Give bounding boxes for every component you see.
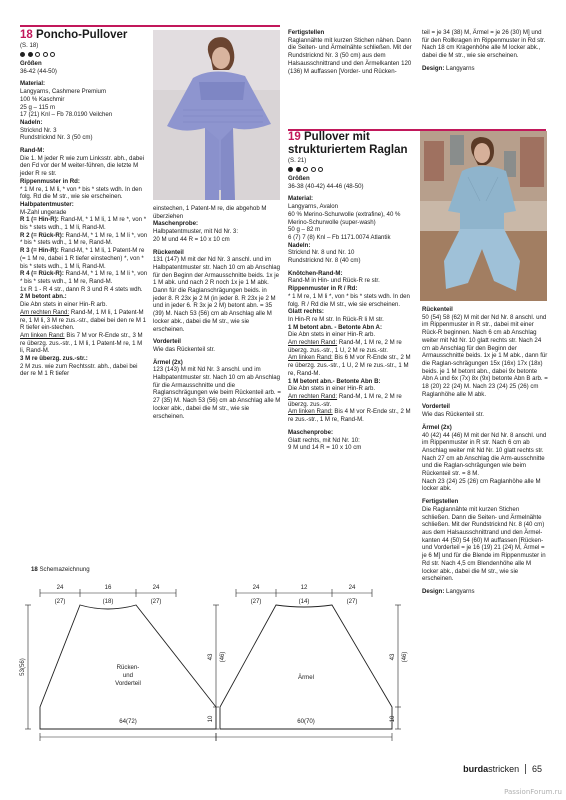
header-rule-left bbox=[20, 25, 280, 27]
section-text: * 1 M re, 1 M li, * von * bis * stets wdh. In den folg. Rd die M str., wie sie erscheinen. bbox=[20, 185, 142, 201]
section-text: Rand-M in Hin- und Rück-R re str. bbox=[288, 277, 380, 285]
section-text: Am rechten Rand: Rand-M, 1 M re, 2 M re überzg. zus.-str., 1 U, 2 M re zus.-str. bbox=[288, 339, 402, 354]
section-heading: 1 M betont abn.- Betonte Abn B: bbox=[288, 377, 381, 385]
body-label-line3: Vorderteil bbox=[115, 680, 141, 687]
photo-raglan-pullover bbox=[420, 131, 547, 301]
body-top-dim-alt: (27) bbox=[150, 598, 162, 605]
difficulty-dot-empty bbox=[311, 167, 316, 172]
column-5 bbox=[288, 131, 416, 452]
section-text: 36-38 (40-42) 44-46 (48-50) bbox=[288, 182, 364, 190]
column-3 bbox=[288, 29, 416, 75]
sleeve-side-dim: 43 bbox=[389, 653, 396, 661]
section-heading: Vorderteil bbox=[153, 338, 181, 346]
row-instruction: R 3 (= Hin-R): Rand-M, * 1 M li, 1 Patent-M re (= 1 M re, dabei 1 R tiefer einstechen) *, von * bis * stets wdh., 1 M li, Rand-M. bbox=[20, 247, 145, 270]
section-text: Halbpatentmuster, mit Nd Nr. 3: 20 M und 44 R = 10 x 10 cm bbox=[153, 228, 239, 243]
section-heading: 1 M betont abn. - Betonte Abn A: bbox=[288, 323, 382, 331]
section-text: Stricknd Nr. 8 und Nr. 10 Rundstricknd Nr. 8 (40 cm) bbox=[288, 249, 361, 265]
section-text: Die Abn stets in einer Hin-R arb. bbox=[20, 301, 108, 309]
sleeve-top-dim: 24 bbox=[348, 584, 356, 591]
body-top-dim-alt: (27) bbox=[54, 598, 66, 605]
section-text: teil = je 34 (38) M, Ärmel = je 26 (30) M] und für den Rollkragen im Rippenmuster in Rd str. Nach 18 cm Kragenhöhe alle M locker abk., dabei die M str., wie sie erscheinen. bbox=[422, 29, 546, 60]
pattern-name: Poncho-Pullover bbox=[36, 29, 128, 41]
sleeve-top-dim-alt: (27) bbox=[250, 598, 262, 605]
section-heading: Maschenprobe: bbox=[288, 428, 334, 436]
section-text: Am linken Rand: Bis 6 M vor R-Ende str., 2 M re überzg. zus.-str., 1 U, 2 M re zus.-str., 1 M re, Rand-M. bbox=[288, 354, 411, 377]
schematic-caption: 18 Schemazeichnung bbox=[31, 566, 90, 573]
difficulty-dot-empty bbox=[303, 167, 308, 172]
section-heading: Fertigstellen bbox=[422, 498, 459, 506]
section-text: M-Zahl ungerade bbox=[20, 208, 67, 216]
row-instruction: R 2 (= Rück-R): Rand-M, * 1 M re, 1 M li *, von * bis * stets wdh., 1 M re, Rand-M. bbox=[20, 231, 148, 247]
body-cuff-dim: 10 bbox=[207, 715, 214, 723]
difficulty-dot-filled bbox=[288, 167, 293, 172]
schematic-drawing bbox=[20, 575, 420, 745]
sleeve-top-dim: 24 bbox=[252, 584, 260, 591]
design-credit: Design: Langyarns bbox=[422, 587, 475, 595]
section-heading: Material: bbox=[288, 195, 314, 203]
pattern-title-18 bbox=[20, 29, 148, 42]
footer-divider bbox=[525, 764, 526, 774]
body-height-dim: 53(56) bbox=[19, 658, 26, 676]
watermark: PassionForum.ru bbox=[504, 788, 562, 796]
column-6 bbox=[422, 306, 548, 596]
section-text: Am linken Rand: Bis 4 M vor R-Ende str., 2 M re zus.-str., 1 M re, Rand-M. bbox=[288, 408, 411, 424]
section-heading: Fertigstellen bbox=[288, 29, 325, 36]
difficulty-rating bbox=[288, 167, 416, 172]
section-text: Raglannähte mit kurzen Stichen nähen. Dann die Seiten- und Ärmelnähte schließen. Mit der Rundstricknd Nr. 3 (50 cm) aus dem Halsausschnittrand und den Ärmelkanten 120 (136) M auffassen [Vorder- und Rücken- bbox=[288, 36, 412, 75]
difficulty-dot-empty bbox=[50, 52, 55, 57]
pattern-number: 18 bbox=[20, 29, 33, 41]
difficulty-dot-filled bbox=[296, 167, 301, 172]
section-heading: Halbpatentmuster: bbox=[20, 200, 74, 208]
section-text: Die Abn stets in einer Hin-R arb. bbox=[288, 385, 376, 393]
body-top-dim: 24 bbox=[152, 584, 160, 591]
section-text: 131 (147) M mit der Nd Nr. 3 anschl. und im Halbpatentmuster str. Nach 10 cm ab Anschlag für den Beginn der Armausschnitte beids. 1x je 1 M abk. und nach 2 R noch 1x je 1 M abk. Dann für die Raglanschrägungen beids. in jeder 8. R 23x je 2 M (in jeder 8. R 23x je 2 M und in jeder 6. R 3x je 2 M) betont abn. = 35 (39) M. Nach 53 (56) cm ab Anschlag alle M locker abk., dabei die M str., wie sie erscheinen. bbox=[153, 256, 281, 333]
body-side-dim-alt: (46) bbox=[219, 651, 226, 663]
body-top-dim: 16 bbox=[104, 584, 112, 591]
section-heading: Knötchen-Rand-M: bbox=[288, 269, 343, 277]
body-label-line1: Rücken- bbox=[116, 664, 140, 671]
section-text: Am linken Rand: Bis 7 M vor R-Ende str., 3 M re überzg. zus.-str., 1 M li, 1 Patent-M re, 1 M li, Rand-M. bbox=[20, 331, 143, 355]
body-top-dim-alt: (18) bbox=[102, 598, 114, 605]
page-number: 65 bbox=[531, 764, 542, 774]
sleeve-bottom-dim: 60(70) bbox=[297, 718, 315, 725]
section-text: * 1 M re, 1 M li *, von * bis * stets wdh. In den folg. R / Rd die M str., wie sie erscheinen. bbox=[288, 292, 410, 308]
section-text: Die Abn stets in einer Hin-R arb. bbox=[288, 331, 376, 339]
section-text: In Hin-R re M str. In Rück-R li M str. bbox=[288, 315, 384, 323]
section-text: Langyarns, Cashmere Premium 100 % Kaschmir 25 g – 115 m 17 (21) Knl – Fb 78.0190 Veilchen bbox=[20, 88, 113, 119]
section-text: Die 1. M jeder R wie zum Linksstr. abh., dabei den Fd vor der M weiter-führen, die letzte M jeder R re str. bbox=[20, 154, 144, 178]
section-heading: Vorderteil bbox=[422, 403, 450, 411]
pattern-title-19 bbox=[288, 131, 416, 157]
body-label-line2: und bbox=[122, 672, 134, 679]
section-heading: Rippenmuster in R / Rd: bbox=[288, 285, 358, 293]
sleeve-label: Ärmel bbox=[298, 674, 314, 681]
section-heading: Größen bbox=[288, 175, 310, 182]
section-heading: Maschenprobe: bbox=[153, 220, 199, 228]
section-heading: 3 M re überzg. zus.-str.: bbox=[20, 355, 88, 363]
sleeve-cuff-dim: 10 bbox=[389, 715, 396, 723]
row-instruction: R 1 (= Hin-R): Rand-M, * 1 M li, 1 M re *, von * bis * stets wdh., 1 M li, Rand-M. bbox=[20, 216, 147, 232]
column-4 bbox=[422, 29, 548, 73]
photo-poncho-pullover bbox=[153, 30, 280, 200]
section-text: 1x R 1 - R 4 str., dann R 3 und R 4 stets wdh. bbox=[20, 285, 143, 293]
difficulty-rating bbox=[20, 52, 148, 57]
body-top-dim: 24 bbox=[56, 584, 64, 591]
sleeve-top-dim: 12 bbox=[300, 584, 308, 591]
sleeve-side-dim-alt: (46) bbox=[401, 651, 408, 663]
body-bottom-dim: 64(72) bbox=[119, 718, 137, 725]
raglan-photo-illustration bbox=[420, 131, 547, 301]
section-heading: 2 M betont abn.: bbox=[20, 293, 67, 301]
section-heading: Größen bbox=[20, 60, 42, 67]
section-text: Wie das Rückenteil str. bbox=[153, 345, 215, 353]
section-heading: Glatt rechts: bbox=[288, 308, 324, 316]
section-text: 50 (54) 58 (62) M mit der Nd Nr. 8 anschl. und im Rippenmuster in R str., dabei mit einer Rück-R beginnen. Nach 6 cm ab Anschlag weiter mit Nd Nr. 10 glatt rechts str. Nach 24 cm ab Anschlag für den Beginn der Armausschnitte beids. 1x je 1 M abk., dann für die Raglan-schrägungen 15x (16x) 17x (18x) beids. je 1 M betont abn., dabei 9x betonte Abn A und 6x (7x) 8x (9x) betonte Abn B arb. = 18 (20) 22 (24) M. Nach 23 (24) 25 (26) cm Raglanhöhe alle M abk. bbox=[422, 313, 548, 398]
page-reference: (S. 18) bbox=[20, 42, 39, 49]
section-heading: Rand-M: bbox=[20, 147, 45, 155]
sleeve-top-dim-alt: (27) bbox=[346, 598, 358, 605]
column-1 bbox=[20, 29, 148, 378]
sleeve-top-dim-alt: (14) bbox=[298, 598, 310, 605]
difficulty-dot-filled bbox=[20, 52, 25, 57]
section-text: Die Raglannähte mit kurzen Stichen schließen. Dann die Seiten- und Ärmelnähte schließen. Mit der Rundstricknd Nr. 8 (40 cm) aus dem Halsausschnittrand und den Ärmel-kanten 44 (50) 54 (60) M auffassen [Rücken- und Vorderteil = je 16 (19) 21 (24) M, Ärmel = je 6 M] und für die Blende im Rippenmuster in Rd str. Nach 4,5 cm Blendenhöhe alle M locker abk., dabei die M str., wie sie erscheinen. bbox=[422, 505, 546, 583]
page-reference: (S. 21) bbox=[288, 157, 307, 164]
design-credit: Design: Langyarns bbox=[422, 64, 475, 72]
row-instruction: R 4 (= Rück-R): Rand-M, * 1 M re, 1 M li *, von * bis * stets wdh., 1 M re, Rand-M. bbox=[20, 270, 148, 285]
section-text: Am rechten Rand: Rand-M, 1 M li, 1 Patent-M re, 1 M li, 3 M re zus.-str., dabei bei den re M 1 R tiefer ein-stechen. bbox=[20, 308, 146, 332]
body-side-dim: 43 bbox=[207, 653, 214, 661]
section-heading: Ärmel (2x) bbox=[153, 358, 183, 366]
section-heading: Rückenteil bbox=[153, 248, 184, 256]
section-heading: Rückenteil bbox=[422, 306, 453, 313]
section-heading: Nadeln: bbox=[288, 241, 311, 249]
difficulty-dot-empty bbox=[318, 167, 323, 172]
section-text: Wie das Rückenteil str. bbox=[422, 411, 484, 419]
section-text: Am rechten Rand: Rand-M, 1 M re, 2 M re überzg. zus.-str. bbox=[288, 392, 402, 408]
page-footer bbox=[463, 764, 542, 774]
section-text: einstechen, 1 Patent-M re, die abgehob M überziehen bbox=[153, 205, 267, 220]
magazine-brand: burdastricken bbox=[463, 764, 520, 774]
section-heading: Ärmel (2x) bbox=[422, 423, 452, 431]
pattern-number: 19 bbox=[288, 131, 301, 143]
difficulty-dot-filled bbox=[28, 52, 33, 57]
section-heading: Rippenmuster in Rd: bbox=[20, 177, 80, 185]
poncho-photo-illustration bbox=[153, 30, 280, 200]
difficulty-dot-empty bbox=[43, 52, 48, 57]
section-text: 123 (143) M mit Nd Nr. 3 anschl. und im Halbpatentmuster str. Nach 10 cm ab Anschlag für die Armausschnitte und die Raglanschrägungen wie beim Rückenteil arb. = 27 (35) M. Nach 53 (56) cm ab Anschlag alle M locker abk., dabei die M str., wie sie erscheinen. bbox=[153, 366, 281, 420]
pattern-name: Pullover mit strukturiertem Raglan bbox=[288, 131, 408, 156]
section-heading: Material: bbox=[20, 80, 46, 88]
column-2 bbox=[153, 205, 281, 420]
section-text: 36-42 (44-50) bbox=[20, 67, 57, 75]
sleeve-piece-outline bbox=[220, 605, 392, 729]
section-text: Langyarns, Avalon 60 % Merino-Schurwolle (extrafine), 40 % Merino-Schurwolle (super-wash) 50 g – 82 m 6 (7) 7 (8) Knl – Fb 1171.0074 Atlantik bbox=[288, 203, 401, 241]
section-text: 2 M zus. wie zum Rechtsstr. abh., dabei bei der re M 1 R tiefer bbox=[20, 362, 138, 378]
section-heading: Nadeln: bbox=[20, 118, 43, 126]
difficulty-dot-empty bbox=[35, 52, 40, 57]
section-text: Stricknd Nr. 3 Rundstricknd Nr. 3 (50 cm) bbox=[20, 126, 93, 142]
section-text: Glatt rechts, mit Nd Nr. 10: 9 M und 14 R = 10 x 10 cm bbox=[288, 436, 362, 452]
section-text: 40 (42) 44 (46) M mit der Nd Nr. 8 anschl. und im Rippenmuster in R str. Nach 6 cm ab Anschlag weiter mit Nd Nr. 10 glatt rechts str. Nach 27 cm ab Anschlag die Arm-ausschnitte und die Raglan-schrägungen wie beim Rückenteil str. = 8 M. Nach 23 (24) 25 (26) cm Raglanhöhe alle M locker abk. bbox=[422, 431, 547, 493]
